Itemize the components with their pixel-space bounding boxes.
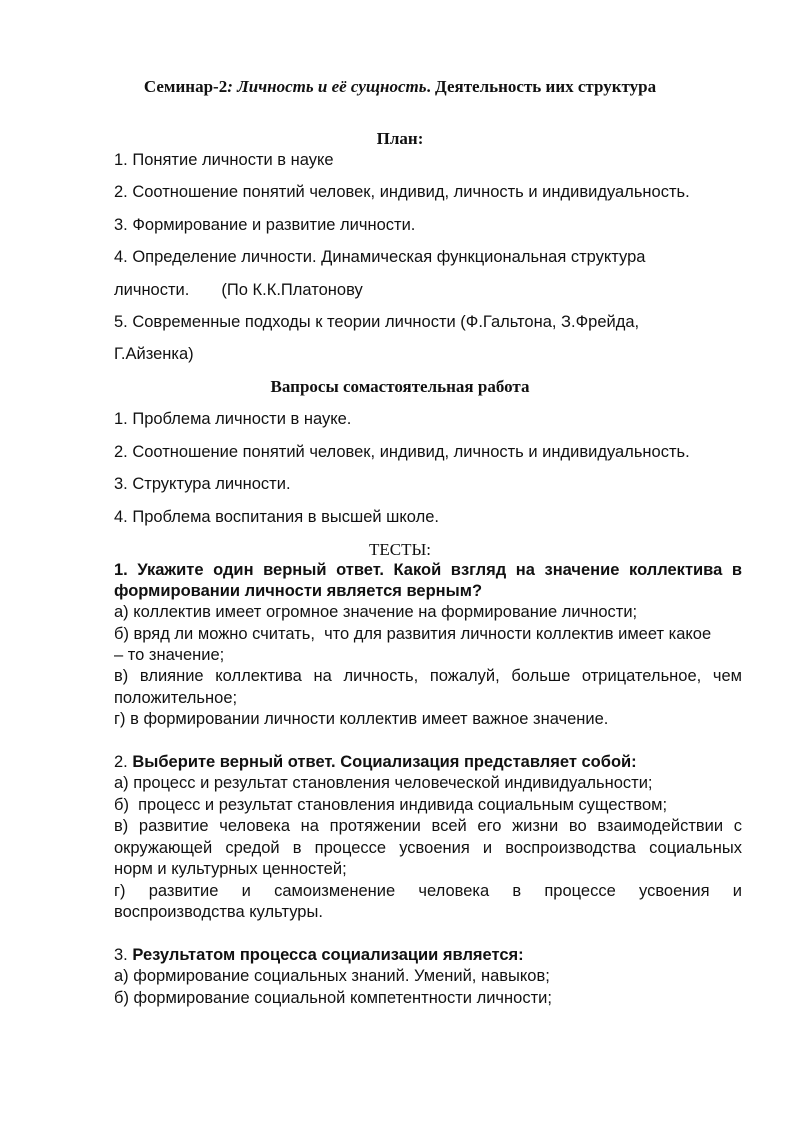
q2-option-a: а) процесс и результат становления человеческой индивидуальности; (114, 774, 653, 792)
q2-option-b: б) процесс и результат становления индивида социальным существом; (114, 796, 668, 814)
q1-option-b-line-1: б) вряд ли можно считать, что для развития личности коллектив имеет какое (114, 625, 712, 643)
self-work-item-2: 2. Соотношение понятий человек, индивид, личность и индивидуальность. (114, 443, 690, 461)
self-work-item-4: 4. Проблема воспитания в высшей школе. (114, 508, 440, 526)
plan-item-5-line-2: Г.Айзенка) (114, 345, 194, 363)
q1-question-line-1: 1. Укажите один верный ответ. Какой взгляд на значение коллектива в (114, 561, 742, 579)
q3-number: 3. (114, 946, 133, 964)
q1-option-c-line-1: в) влияние коллектива на личность, пожалуй, больше отрицательное, чем (114, 667, 742, 685)
q2-option-c-line-3: норм и культурных ценностей; (114, 860, 347, 878)
q1-option-c-line-2: положительное; (114, 689, 238, 707)
q3-option-b: б) формирование социальной компетентности личности; (114, 989, 552, 1007)
plan-item-3: 3. Формирование и развитие личности. (114, 216, 416, 234)
q1-option-d: г) в формировании личности коллектив имеет важное значение. (114, 710, 609, 728)
q1-option-b-line-2: – то значение; (114, 646, 225, 664)
plan-heading: План: (376, 129, 424, 148)
page-title (0, 76, 800, 98)
q2-option-d-line-2: воспроизводства культуры. (114, 903, 323, 921)
tests-heading: ТЕСТЫ: (368, 540, 432, 559)
q1-question-line-2: формировании личности является верным? (114, 582, 483, 600)
q2-question-text: Выберите верный ответ. Социализация представляет собой: (132, 753, 637, 771)
self-work-item-3: 3. Структура личности. (114, 475, 291, 493)
q2-option-c-line-1: в) развитие человека на протяжении всей его жизни во взаимодействии с (114, 817, 742, 835)
plan-item-1: 1. Понятие личности в науке (114, 151, 334, 169)
q3-question-text: Результатом процесса социализации является: (132, 946, 524, 964)
title-italic-part: : Личность и её сущность (227, 77, 427, 96)
plan-item-4-line-1: 4. Определение личности. Динамическая функциональная структура (114, 248, 646, 266)
plan-item-4-line-2: личности. (По К.К.Платонову (114, 281, 363, 299)
q2-number: 2. (114, 753, 133, 771)
q3-question (114, 945, 742, 966)
plan-item-2: 2. Соотношение понятий человек, индивид, личность и индивидуальность. (114, 183, 690, 201)
self-work-item-1: 1. Проблема личности в науке. (114, 410, 352, 428)
q2-option-c-line-2: окружающей средой в процессе усвоения и воспроизводства социальных (114, 839, 742, 857)
q2-option-d-line-1: г) развитие и самоизменение человека в процессе усвоения и (114, 882, 742, 900)
title-prefix: Семинар-2 (143, 77, 228, 96)
q2-question (114, 752, 742, 773)
plan-item-5-line-1: 5. Современные подходы к теории личности (Ф.Гальтона, З.Фрейда, (114, 313, 640, 331)
q3-option-a: а) формирование социальных знаний. Умений, навыков; (114, 967, 550, 985)
title-suffix: . Деятельность иих структура (426, 77, 657, 96)
q1-option-a: а) коллектив имеет огромное значение на формирование личности; (114, 603, 638, 621)
self-work-heading: Вапросы сомастоятельная работа (270, 377, 530, 396)
